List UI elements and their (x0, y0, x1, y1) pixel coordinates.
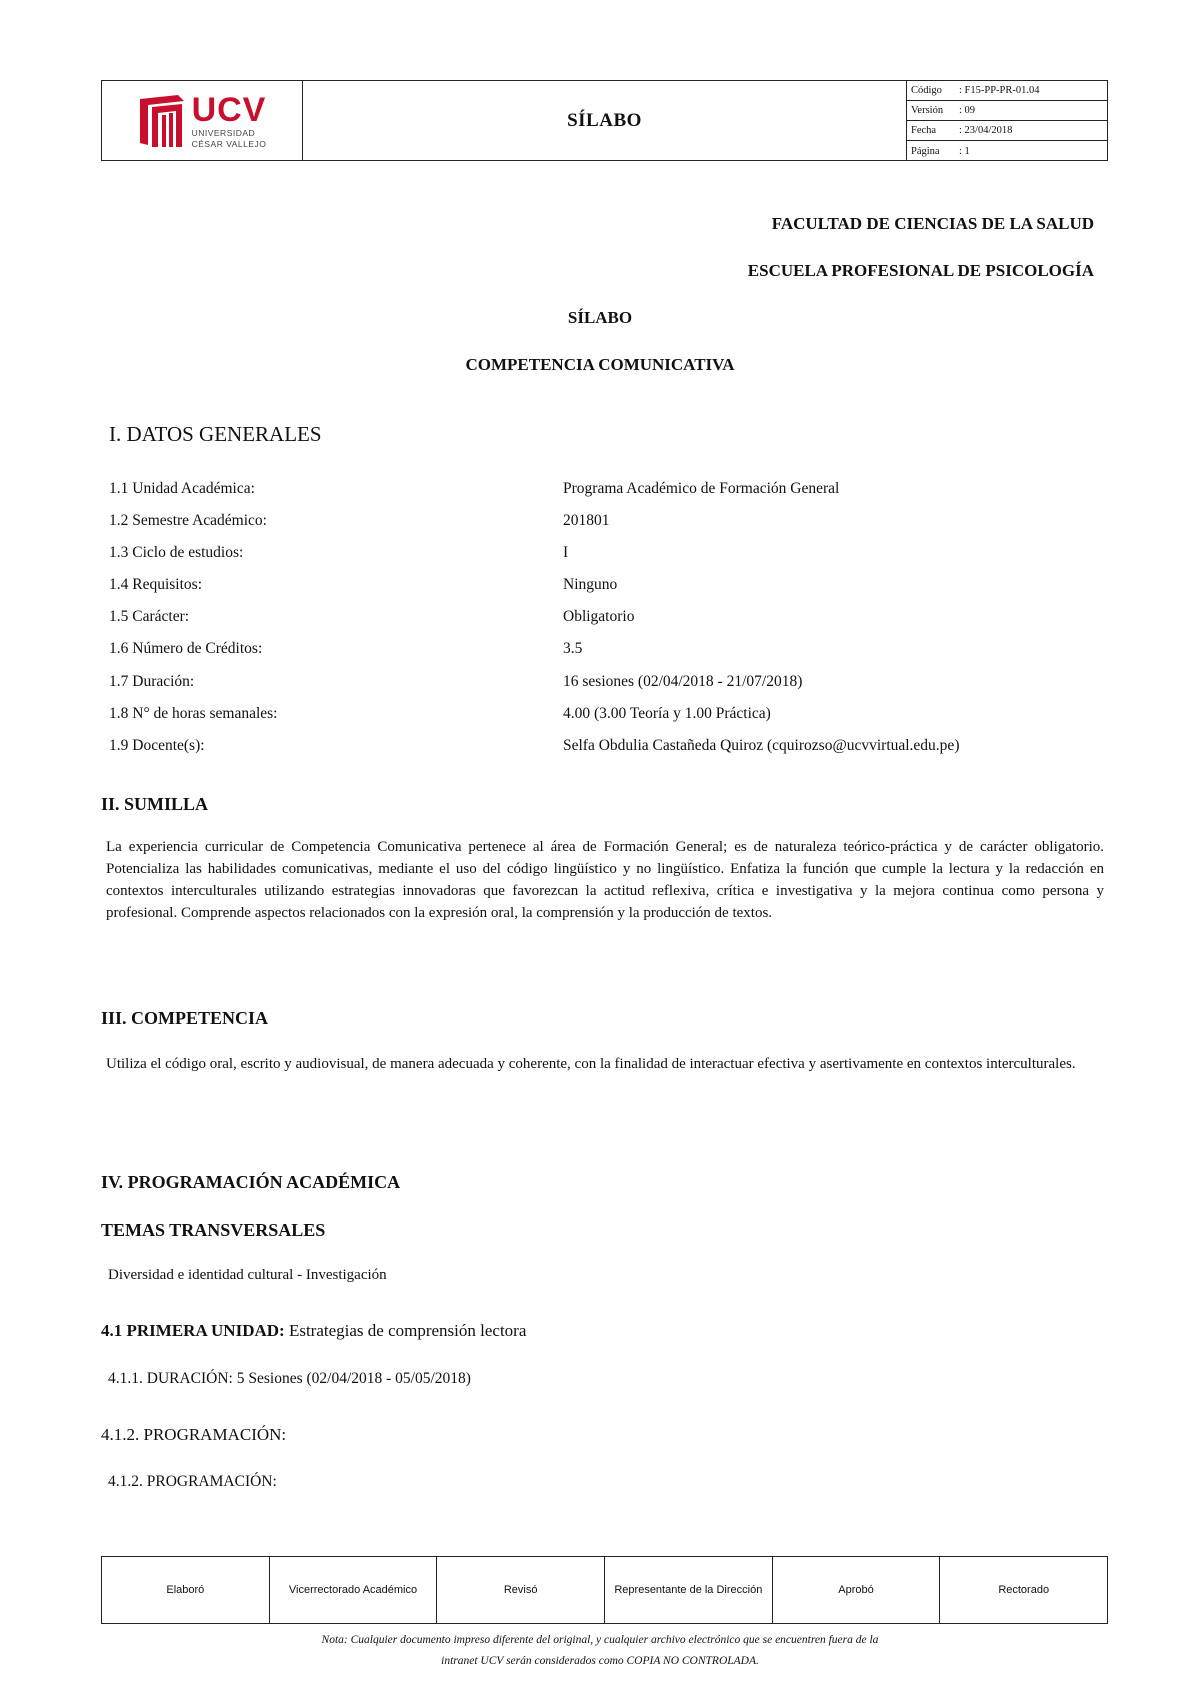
list-item: 1.1 Unidad Académica: Programa Académico de Formación General (109, 480, 840, 497)
list-item: 1.5 Carácter: Obligatorio (109, 608, 635, 626)
section-general-data-title: I. DATOS GENERALES (109, 422, 322, 446)
logo-line1: UNIVERSIDAD (191, 128, 256, 138)
footer-cell-reviso: Revisó (437, 1557, 605, 1623)
list-item: 1.3 Ciclo de estudios: I (109, 544, 569, 562)
header-title: SÍLABO (567, 109, 642, 131)
footer-note-line1: Nota: Cualquier documento impreso diferente del original, y cualquier archivo electrónico que se encuentren fuera de la (321, 1634, 879, 1646)
meta-page: Página : 1 (911, 145, 970, 157)
section-sumilla-title: II. SUMILLA (101, 794, 209, 814)
school-heading: ESCUELA PROFESIONAL DE PSICOLOGÍA (747, 261, 1094, 280)
footer-cell-rectorado: Rectorado (998, 1584, 1050, 1596)
footer-cell-aprobo: Aprobó (773, 1557, 941, 1623)
meta-date: Fecha : 23/04/2018 (907, 121, 1107, 141)
list-item: 1.7 Duración: 16 sesiones (02/04/2018 - 21/07/2018) (109, 672, 803, 690)
approval-table (101, 1556, 1108, 1624)
logo-brand: UCV (191, 91, 267, 129)
footer-note-line2: intranet UCV serán considerados como COPIA NO CONTROLADA. (441, 1655, 759, 1667)
list-item: 1.4 Requisitos: Ninguno (109, 576, 618, 594)
meta-version: Versión : 09 (907, 101, 1107, 121)
competencia-text: Utiliza el código oral, escrito y audiovisual, de manera adecuada y coherente, con la finalidad de interactuar efectiva y asertivamente en contextos interculturales. (106, 1056, 1076, 1072)
transversal-text: Diversidad e identidad cultural - Investigación (108, 1267, 387, 1283)
general-data-list (109, 480, 1109, 769)
sumilla-text: La experiencia curricular de Competencia Comunicativa pertenece al área de Formación General; es de naturaleza teórico-práctica y de carácter obligatorio. Potencializa las habilidades comunicativas, mediante el uso del código lingüístico y no lingüístico. Enfatiza la función que cumple la lectura y la redacción en contextos interculturales utilizando estrategias innovadoras que favorezcan la actitud reflexiva, crítica e investigativa y la mejora continua como persona y profesional. Comprende aspectos relacionados con la expresión oral, la comprensión y la producción de textos. (106, 839, 1104, 921)
unit-heading: 4.1 PRIMERA UNIDAD: Estrategias de comprensión lectora (101, 1321, 527, 1340)
programacion-subheading: 4.1.2. PROGRAMACIÓN: (108, 1473, 277, 1490)
list-item: 1.6 Número de Créditos: 3.5 (109, 640, 583, 658)
document-header (101, 80, 1108, 161)
section-competencia-title: III. COMPETENCIA (101, 1008, 269, 1028)
document-title: SÍLABO (567, 308, 633, 327)
meta-code: Código : F15-PP-PR-01.04 (907, 81, 1107, 101)
logo-line2: CÉSAR VALLEJO (191, 138, 267, 149)
faculty-heading: FACULTAD DE CIENCIAS DE LA SALUD (771, 214, 1094, 233)
ucv-logo (138, 93, 267, 149)
footer-cell-representante: Representante de la Dirección (605, 1557, 773, 1623)
footer-cell-vicerrectorado: Vicerrectorado Académico (270, 1557, 438, 1623)
list-item: 1.9 Docente(s): Selfa Obdulia Castañeda Quiroz (cquirozso@ucvvirtual.edu.pe) (109, 736, 960, 754)
ucv-shield-icon (138, 93, 186, 149)
transversal-title: TEMAS TRANSVERSALES (101, 1220, 326, 1240)
unit-duration: 4.1.1. DURACIÓN: 5 Sesiones (02/04/2018 - 05/05/2018) (108, 1370, 471, 1387)
footer-cell-elaboro: Elaboró (102, 1557, 270, 1623)
programacion-heading: 4.1.2. PROGRAMACIÓN: (101, 1425, 287, 1444)
list-item: 1.8 N° de horas semanales: 4.00 (3.00 Teoría y 1.00 Práctica) (109, 704, 771, 722)
logo-cell (102, 81, 303, 160)
section-programacion-title: IV. PROGRAMACIÓN ACADÉMICA (101, 1172, 401, 1192)
course-title: COMPETENCIA COMUNICATIVA (465, 355, 735, 374)
document-meta (906, 81, 1107, 160)
list-item: 1.2 Semestre Académico: 201801 (109, 512, 610, 530)
